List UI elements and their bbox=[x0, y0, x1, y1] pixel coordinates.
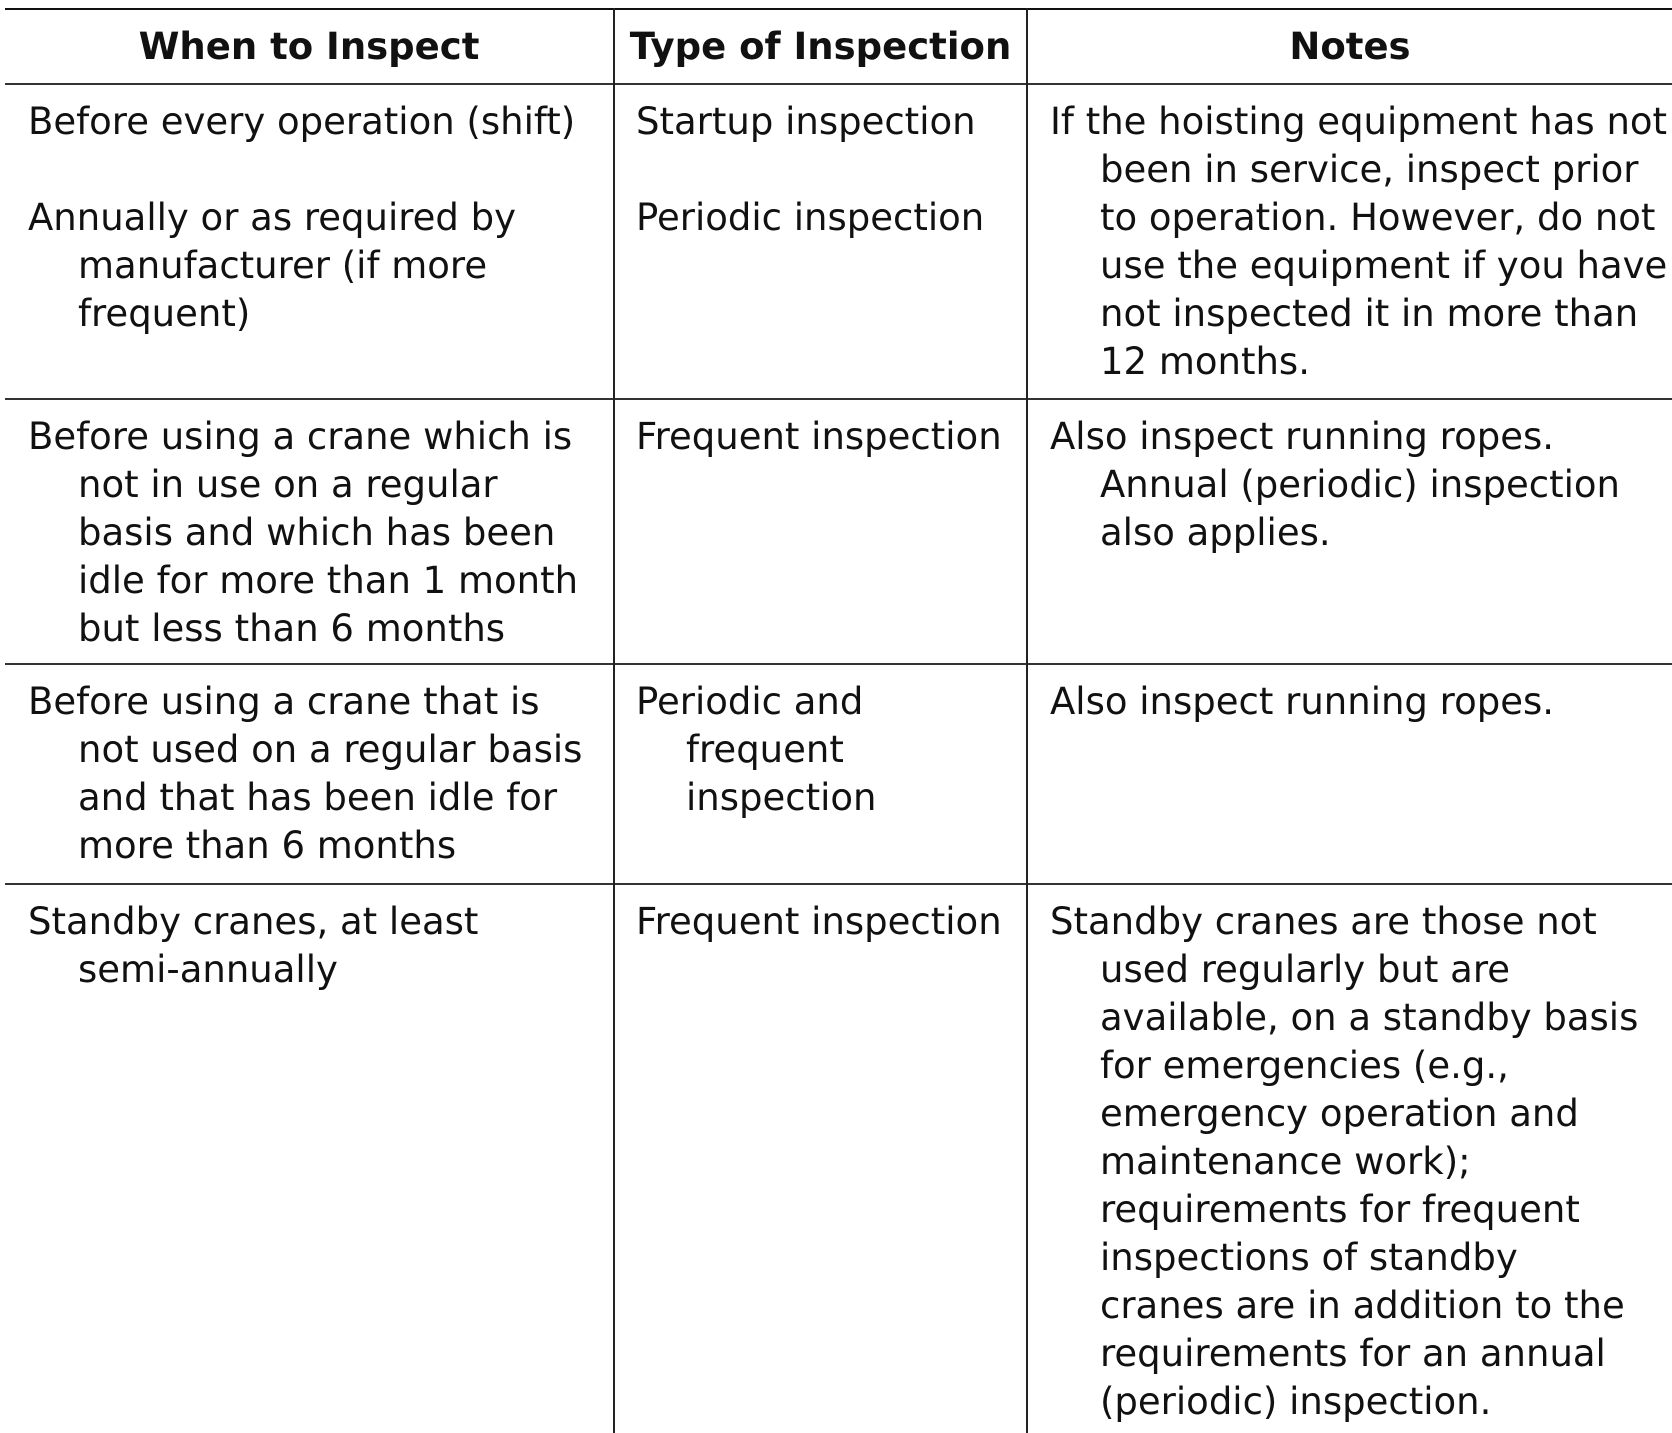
type-cell-group bbox=[636, 678, 896, 822]
table-row bbox=[28, 413, 588, 653]
type-cell: Frequent inspection bbox=[636, 900, 1002, 943]
type-cell: Periodic and frequent inspection bbox=[636, 680, 877, 819]
column-divider bbox=[1026, 8, 1028, 1433]
type-cell: Periodic inspection bbox=[636, 196, 985, 239]
notes-text: If the hoisting equipment has not been in service, inspect prior to operation. However, do not use the equipment if you have not inspected it in more than 12 months. bbox=[1050, 100, 1668, 383]
column-divider bbox=[613, 8, 615, 1433]
header-type-of-inspection: Type of Inspection bbox=[629, 24, 1012, 68]
row-divider bbox=[5, 663, 1672, 665]
table-row bbox=[28, 898, 508, 994]
when-cell: Annually or as required by manufacturer (if more frequent) bbox=[28, 196, 517, 335]
table-row bbox=[28, 98, 598, 338]
when-cell: Before using a crane that is not used on a regular basis and that has been idle for more than 6 months bbox=[28, 680, 583, 867]
header-when-to-inspect: When to Inspect bbox=[138, 24, 480, 68]
type-cell-group bbox=[636, 898, 1021, 946]
type-cell: Frequent inspection bbox=[636, 415, 1002, 458]
notes-text: Also inspect running ropes. Annual (periodic) inspection also applies. bbox=[1050, 415, 1620, 554]
notes-cell bbox=[1050, 413, 1630, 557]
type-cell: Startup inspection bbox=[636, 100, 976, 143]
when-cell: Before every operation (shift) bbox=[28, 100, 576, 143]
notes-cell bbox=[1050, 898, 1650, 1426]
notes-text: Also inspect running ropes. bbox=[1050, 680, 1554, 723]
row-divider bbox=[5, 883, 1672, 885]
notes-cell bbox=[1050, 98, 1672, 386]
notes-cell bbox=[1050, 678, 1650, 726]
table-row bbox=[28, 678, 598, 870]
row-divider bbox=[5, 398, 1672, 400]
when-cell: Standby cranes, at least semi-annually bbox=[28, 900, 479, 991]
type-cell-group bbox=[636, 413, 1021, 461]
notes-text: Standby cranes are those not used regularly but are available, on a standby basis for emergencies (e.g., emergency operation and maintenance work); requirements for frequent inspections of standby cranes are in addition to the requirements for an annual (periodic) inspection. bbox=[1050, 900, 1639, 1423]
when-cell: Before using a crane which is not in use on a regular basis and which has been idle for more than 1 month but less than 6 months bbox=[28, 415, 579, 650]
type-cell-group bbox=[636, 98, 1016, 242]
header-notes: Notes bbox=[1289, 24, 1411, 68]
